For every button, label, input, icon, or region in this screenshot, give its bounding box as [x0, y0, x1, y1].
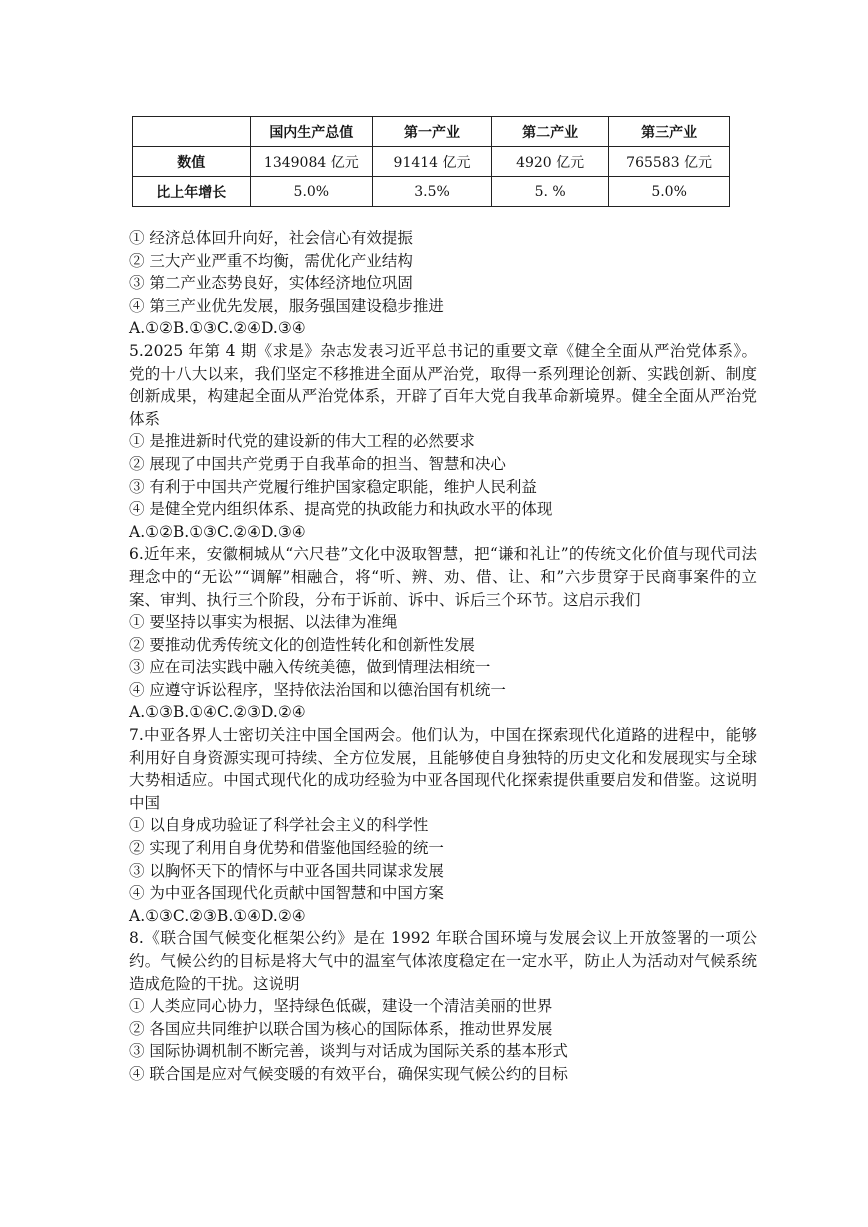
q8-option-3: ③ 国际协调机制不断完善，谈判与对话成为国际关系的基本形式 — [129, 1042, 568, 1061]
table-row-label: 比上年增长 — [133, 177, 251, 207]
table-cell: 5. % — [492, 177, 609, 207]
q5-stem: 5.2025 年第 4 期《求是》杂志发表习近平总书记的重要文章《健全全面从严治党体系》。党的十八大以来，我们坚定不移推进全面从严治党，取得一系列理论创新、实践创新、制度创新成果，构建起全面从严治党体系，开辟了百年大党自我革命新境界。健全全面从严治党体系 — [129, 341, 757, 428]
q4-option-4: ④ 第三产业优先发展，服务强国建设稳步推进 — [129, 296, 444, 315]
q7-option-1: ① 以自身成功验证了科学社会主义的科学性 — [129, 816, 429, 835]
q6-answer-choices: A.①③B.①④C.②③D.②④ — [129, 703, 306, 722]
table-header-cell: 第三产业 — [609, 117, 730, 147]
q6-stem: 6.近年来，安徽桐城从“六尺巷”文化中汲取智慧，把“谦和礼让”的传统文化价值与现代司法理念中的“无讼”“调解”相融合，将“听、辨、劝、借、让、和”六步贯穿于民商事案件的立案、审判、执行三个阶段，分布于诉前、诉中、诉后三个环节。这启示我们 — [129, 545, 757, 609]
q7-answer-choices: A.①③C.②③B.①④D.②④ — [129, 906, 306, 925]
q6-option-1: ① 要坚持以事实为根据、以法律为准绳 — [129, 613, 398, 632]
q8-option-4: ④ 联合国是应对气候变暖的有效平台，确保实现气候公约的目标 — [129, 1064, 568, 1083]
q8-stem: 8.《联合国气候变化框架公约》是在 1992 年联合国环境与发展会议上开放签署的一项公约。气候公约的目标是将大气中的温室气体浓度稳定在一定水平，防止人为活动对气候系统造成危险的干扰。这说明 — [129, 929, 757, 993]
table-cell: 91414 亿元 — [373, 147, 492, 177]
table-header-cell: 国内生产总值 — [250, 117, 372, 147]
q6-option-4: ④ 应遵守诉讼程序，坚持依法治国和以德治国有机统一 — [129, 680, 506, 699]
q6-option-2: ② 要推动优秀传统文化的创造性转化和创新性发展 — [129, 635, 475, 654]
table-row-label: 数值 — [133, 147, 251, 177]
table-cell: 765583 亿元 — [609, 147, 730, 177]
table-cell: 5.0% — [250, 177, 372, 207]
q4-option-1: ① 经济总体回升向好，社会信心有效提振 — [129, 229, 413, 247]
q4-answer-choices: A.①②B.①③C.②④D.③④ — [129, 319, 306, 338]
table-cell: 5.0% — [609, 177, 730, 207]
table-header-cell — [133, 117, 251, 147]
q4-option-3: ③ 第二产业态势良好，实体经济地位巩固 — [129, 274, 413, 293]
q4-option-2: ② 三大产业严重不均衡，需优化产业结构 — [129, 251, 413, 270]
table-header-cell: 第一产业 — [373, 117, 492, 147]
q8-option-1: ① 人类应同心协力，坚持绿色低碳，建设一个清洁美丽的世界 — [129, 997, 553, 1016]
q5-option-2: ② 展现了中国共产党勇于自我革命的担当、智慧和决心 — [129, 454, 506, 473]
table-header-row — [133, 117, 730, 147]
q5-option-3: ③ 有利于中国共产党履行维护国家稳定职能，维护人民利益 — [129, 477, 537, 496]
q7-option-4: ④ 为中亚各国现代化贡献中国智慧和中国方案 — [129, 884, 444, 903]
table-cell: 4920 亿元 — [492, 147, 609, 177]
table-cell: 3.5% — [373, 177, 492, 207]
statistics-table-container — [132, 116, 730, 207]
q5-option-1: ① 是推进新时代党的建设新的伟大工程的必然要求 — [129, 432, 475, 451]
q6-option-3: ③ 应在司法实践中融入传统美德，做到情理法相统一 — [129, 658, 491, 677]
gdp-statistics-table — [132, 116, 730, 207]
exam-document — [129, 227, 757, 1086]
q7-option-2: ② 实现了利用自身优势和借鉴他国经验的统一 — [129, 839, 444, 858]
table-row — [133, 147, 730, 177]
q7-stem: 7.中亚各界人士密切关注中国全国两会。他们认为，中国在探索现代化道路的进程中，能够利用好自身资源实现可持续、全方位发展，且能够使自身独特的历史文化和发展现实与全球大势相适应。中国式现代化的成功经验为中亚各国现代化探索提供重要启发和借鉴。这说明中国 — [129, 726, 757, 812]
q7-option-3: ③ 以胸怀天下的情怀与中亚各国共同谋求发展 — [129, 861, 444, 880]
table-header-cell: 第二产业 — [492, 117, 609, 147]
table-row — [133, 177, 730, 207]
q5-answer-choices: A.①②B.①③C.②④D.③④ — [129, 522, 306, 541]
q8-option-2: ② 各国应共同维护以联合国为核心的国际体系，推动世界发展 — [129, 1019, 553, 1038]
table-cell: 1349084 亿元 — [250, 147, 372, 177]
q5-option-4: ④ 是健全党内组织体系、提高党的执政能力和执政水平的体现 — [129, 500, 553, 519]
